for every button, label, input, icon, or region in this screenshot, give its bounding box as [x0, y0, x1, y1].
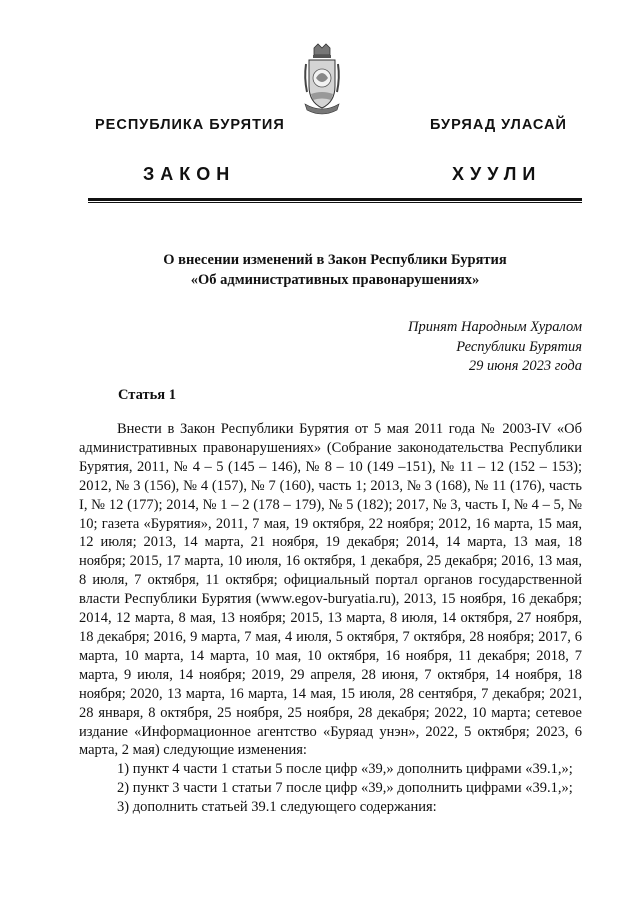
- amendment-item-3: 3) дополнить статьей 39.1 следующего содержания:: [117, 799, 437, 816]
- law-title-line-2: «Об административных правонарушениях»: [190, 272, 480, 288]
- coat-of-arms-emblem: [301, 42, 343, 136]
- republic-name-buryat: БУРЯАД УЛАСАЙ: [430, 117, 567, 133]
- law-title-line-1: О внесении изменений в Закон Республики Бурятия: [163, 252, 507, 268]
- adoption-line-2: Республики Бурятия: [456, 338, 582, 355]
- coat-of-arms-icon: [301, 42, 343, 136]
- article-intro-paragraph: Внести в Закон Республики Бурятия от 5 мая 2011 года № 2003-IV «Об административных правонарушениях» (Собрание законодательства Республики Бурятия, 2011, № 4 – 5 (145 – 146), № 8 – 10 (149 –151), № 11 – 12 (152 – 153); 2012, № 3 (156), № 4 (157), № 7 (160), часть 1; 2013, № 3 (168), № 11 (176), часть I, № 12 (177); 2014, № 1 – 2 (178 – 179), № 5 (182); 2017, № 3, часть I, № 4 – 5, № 10; газета «Бурятия», 2011, 7 мая, 19 октября, 22 ноября; 2012, 16 марта, 15 мая, 12 июля; 2013, 14 марта, 21 ноября, 19 декабря; 2014, 14 марта, 13 мая, 18 ноября; 2015, 17 марта, 10 июля, 16 октября, 1 декабря, 25 декабря; 2016, 13 мая, 8 июля, 7 октября, 11 октября; официальный портал органов государственной власти Республики Бурятия (www.egov-buryatia.ru), 2013, 15 ноября, 16 декабря; 2014, 12 марта, 8 мая, 13 ноября; 2015, 13 марта, 8 июля, 14 октября, 27 ноября, 18 декабря; 2016, 9 марта, 7 мая, 4 июля, 5 октября, 7 октября, 28 ноября; 2017, 6 марта, 10 марта, 14 марта, 10 мая, 10 октября, 16 ноября, 11 декабря; 2018, 7 марта, 9 июля, 14 ноября; 2019, 29 апреля, 28 июня, 7 октября, 14 ноября, 18 ноября; 2020, 13 марта, 16 марта, 14 мая, 15 июля, 28 сентября, 7 декабря; 2021, 28 января, 8 октября, 25 ноября, 25 ноября, 28 декабря; 2022, 10 марта; сетевое издание «Информационное агентство «Буряад унэн», 2022, 5 октября; 2023, 6 марта, 2 мая) следующие изменения:: [79, 421, 582, 759]
- header-divider-thin: [88, 202, 582, 203]
- document-type-buryat: ХУУЛИ: [452, 164, 542, 184]
- amendment-item-2: 2) пункт 3 части 1 статьи 7 после цифр «39,» дополнить цифрами «39.1,»;: [117, 780, 573, 797]
- header-divider: [88, 198, 582, 201]
- law-title: [88, 250, 582, 290]
- adoption-note: [320, 318, 582, 377]
- adoption-line-1: Принят Народным Хуралом: [407, 319, 582, 335]
- article-body: [79, 420, 582, 817]
- republic-name-russian: РЕСПУБЛИКА БУРЯТИЯ: [95, 117, 285, 133]
- article-title: Статья 1: [118, 387, 176, 403]
- adoption-date: 29 июня 2023 года: [468, 358, 582, 374]
- document-type-russian: ЗАКОН: [143, 164, 236, 184]
- amendment-item-1: 1) пункт 4 части 1 статьи 5 после цифр «39,» дополнить цифрами «39.1,»;: [117, 761, 573, 778]
